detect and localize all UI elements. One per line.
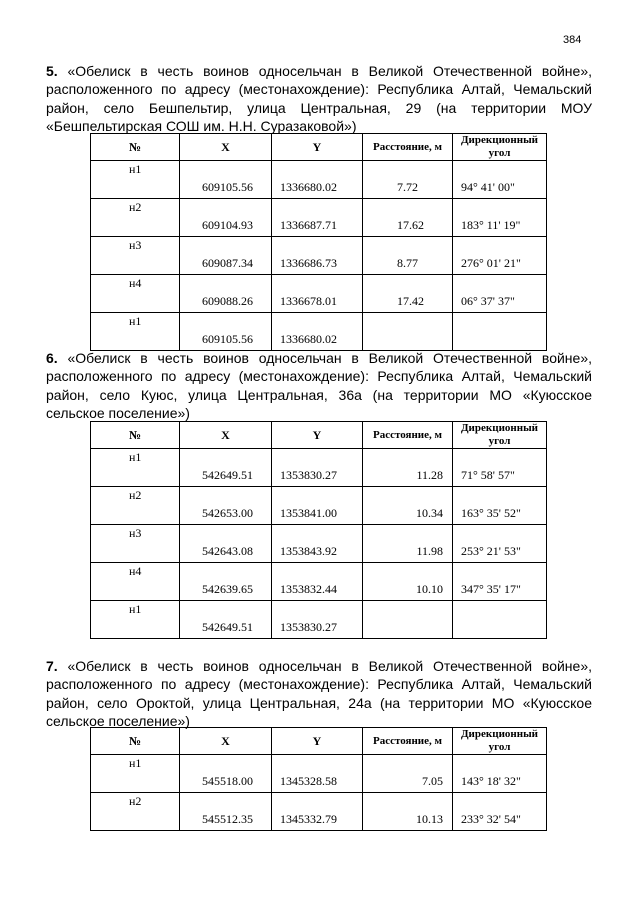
y-value: 1353830.27 <box>280 620 337 634</box>
point-label: н1 <box>129 314 142 328</box>
table-row <box>91 449 547 487</box>
x-cell <box>180 313 272 351</box>
point-cell <box>91 449 180 487</box>
column-header-number: № <box>91 728 180 755</box>
point-cell <box>91 313 180 351</box>
distance-cell <box>363 237 453 275</box>
angle-cell <box>453 487 547 525</box>
y-value: 1353832.44 <box>280 582 337 596</box>
distance-cell <box>363 161 453 199</box>
angle-cell <box>453 237 547 275</box>
distance-value: 11.28 <box>416 468 443 482</box>
point-cell <box>91 563 180 601</box>
x-value: 609088.26 <box>202 294 253 308</box>
column-header-y: Y <box>272 134 363 161</box>
angle-cell <box>453 793 547 831</box>
column-header-y: Y <box>272 728 363 755</box>
section-heading <box>46 62 592 136</box>
page-number: 384 <box>563 34 582 46</box>
distance-value: 7.05 <box>422 774 443 788</box>
y-cell <box>272 161 363 199</box>
angle-cell <box>453 449 547 487</box>
point-label: н3 <box>129 526 142 540</box>
section-title: «Обелиск в честь воинов односельчан в Великой Отечественной войне», расположенного по адресу (местонахождение): Республика Алтай, Чемальский район, село Ороктой, улица Центральная, 24а (на территории МО «Куюсское сельское поселение») <box>46 658 592 730</box>
y-value: 1336680.02 <box>280 180 337 194</box>
point-cell <box>91 237 180 275</box>
y-cell <box>272 793 363 831</box>
point-label: н4 <box>129 564 142 578</box>
y-value: 1353841.00 <box>280 506 337 520</box>
distance-cell <box>363 755 453 793</box>
angle-value: 276° 01' 21" <box>461 256 521 270</box>
angle-value: 06° 37' 37" <box>461 294 515 308</box>
section-number: 5. <box>46 63 58 79</box>
column-header-distance: Расстояние, м <box>363 422 453 449</box>
x-cell <box>180 449 272 487</box>
distance-cell <box>363 525 453 563</box>
point-label: н1 <box>129 602 142 616</box>
angle-value: 71° 58' 57" <box>461 468 515 482</box>
angle-cell <box>453 161 547 199</box>
point-label: н1 <box>129 450 142 464</box>
table-header-row <box>91 422 547 449</box>
x-value: 609105.56 <box>202 180 253 194</box>
x-cell <box>180 525 272 563</box>
point-label: н3 <box>129 238 142 252</box>
point-cell <box>91 161 180 199</box>
point-cell <box>91 525 180 563</box>
point-label: н2 <box>129 200 142 214</box>
y-value: 1336678.01 <box>280 294 337 308</box>
point-label: н2 <box>129 794 142 808</box>
y-value: 1353830.27 <box>280 468 337 482</box>
x-cell <box>180 199 272 237</box>
column-header-distance: Расстояние, м <box>363 134 453 161</box>
x-value: 542643.08 <box>202 544 253 558</box>
x-cell <box>180 275 272 313</box>
table-row <box>91 487 547 525</box>
column-header-distance: Расстояние, м <box>363 728 453 755</box>
point-label: н2 <box>129 488 142 502</box>
distance-value: 8.77 <box>397 256 418 270</box>
x-cell <box>180 755 272 793</box>
distance-value: 10.13 <box>416 812 443 826</box>
angle-cell <box>453 199 547 237</box>
distance-cell <box>363 275 453 313</box>
x-cell <box>180 563 272 601</box>
point-cell <box>91 199 180 237</box>
table-row <box>91 275 547 313</box>
table-row <box>91 793 547 831</box>
section-number: 6. <box>46 350 58 366</box>
y-cell <box>272 563 363 601</box>
distance-cell <box>363 563 453 601</box>
angle-value: 94° 41' 00" <box>461 180 515 194</box>
angle-value: 143° 18' 32" <box>461 774 521 788</box>
y-cell <box>272 601 363 639</box>
angle-cell <box>453 275 547 313</box>
distance-cell <box>363 449 453 487</box>
distance-cell <box>363 487 453 525</box>
table-row <box>91 313 547 351</box>
distance-value: 7.72 <box>397 180 418 194</box>
angle-cell <box>453 755 547 793</box>
column-header-angle: Дирекционный угол <box>453 422 547 449</box>
distance-value: 11.98 <box>416 544 443 558</box>
column-header-y: Y <box>272 422 363 449</box>
distance-cell <box>363 793 453 831</box>
table-row <box>91 755 547 793</box>
table-row <box>91 199 547 237</box>
y-value: 1345328.58 <box>280 774 337 788</box>
y-cell <box>272 525 363 563</box>
y-cell <box>272 199 363 237</box>
x-value: 542639.65 <box>202 582 253 596</box>
point-label: н1 <box>129 162 142 176</box>
column-header-angle: Дирекционный угол <box>453 728 547 755</box>
angle-cell <box>453 525 547 563</box>
point-cell <box>91 487 180 525</box>
section-heading <box>46 349 592 423</box>
coordinates-table <box>90 133 547 351</box>
x-value: 609087.34 <box>202 256 253 270</box>
table-header-row <box>91 134 547 161</box>
section-title: «Обелиск в честь воинов односельчан в Великой Отечественной войне», расположенного по адресу (местонахождение): Республика Алтай, Чемальский район, село Бешпельтир, улица Центральная, 29 (на территории МОУ «Бешпельтирская СОШ им. Н.Н. Суразаковой») <box>46 63 592 135</box>
y-cell <box>272 449 363 487</box>
x-cell <box>180 237 272 275</box>
x-value: 545518.00 <box>202 774 253 788</box>
angle-value: 163° 35' 52" <box>461 506 521 520</box>
point-label: н4 <box>129 276 142 290</box>
distance-cell <box>363 199 453 237</box>
x-value: 609104.93 <box>202 218 253 232</box>
point-cell <box>91 601 180 639</box>
point-label: н1 <box>129 756 142 770</box>
y-cell <box>272 275 363 313</box>
angle-cell <box>453 601 547 639</box>
x-cell <box>180 161 272 199</box>
table-row <box>91 237 547 275</box>
table-row <box>91 563 547 601</box>
y-value: 1336687.71 <box>280 218 337 232</box>
y-value: 1336680.02 <box>280 332 337 346</box>
angle-cell <box>453 313 547 351</box>
point-cell <box>91 755 180 793</box>
angle-value: 183° 11' 19" <box>461 218 521 232</box>
y-cell <box>272 313 363 351</box>
point-cell <box>91 275 180 313</box>
angle-value: 253° 21' 53" <box>461 544 521 558</box>
y-cell <box>272 755 363 793</box>
y-cell <box>272 487 363 525</box>
table-row <box>91 161 547 199</box>
x-cell <box>180 601 272 639</box>
column-header-x: X <box>180 728 272 755</box>
angle-cell <box>453 563 547 601</box>
x-value: 609105.56 <box>202 332 253 346</box>
y-value: 1345332.79 <box>280 812 337 826</box>
column-header-x: X <box>180 422 272 449</box>
section-number: 7. <box>46 658 58 674</box>
angle-value: 233° 32' 54" <box>461 812 521 826</box>
y-value: 1353843.92 <box>280 544 337 558</box>
x-value: 542649.51 <box>202 468 253 482</box>
column-header-x: X <box>180 134 272 161</box>
x-cell <box>180 793 272 831</box>
y-cell <box>272 237 363 275</box>
point-cell <box>91 793 180 831</box>
x-value: 542653.00 <box>202 506 253 520</box>
column-header-angle: Дирекционный угол <box>453 134 547 161</box>
table-row <box>91 601 547 639</box>
y-value: 1336686.73 <box>280 256 337 270</box>
section-heading <box>46 657 592 731</box>
x-value: 545512.35 <box>202 812 253 826</box>
distance-value: 10.34 <box>416 506 443 520</box>
column-header-number: № <box>91 134 180 161</box>
coordinates-table <box>90 421 547 639</box>
table-header-row <box>91 728 547 755</box>
column-header-number: № <box>91 422 180 449</box>
distance-cell <box>363 313 453 351</box>
x-cell <box>180 487 272 525</box>
distance-value: 17.62 <box>397 218 424 232</box>
angle-value: 347° 35' 17" <box>461 582 521 596</box>
table-row <box>91 525 547 563</box>
distance-cell <box>363 601 453 639</box>
section-title: «Обелиск в честь воинов односельчан в Великой Отечественной войне», расположенного по адресу (местонахождение): Республика Алтай, Чемальский район, село Куюс, улица Центральная, 36а (на территории МО «Куюсское сельское поселение») <box>46 350 592 422</box>
distance-value: 10.10 <box>416 582 443 596</box>
x-value: 542649.51 <box>202 620 253 634</box>
coordinates-table <box>90 727 547 831</box>
distance-value: 17.42 <box>397 294 424 308</box>
